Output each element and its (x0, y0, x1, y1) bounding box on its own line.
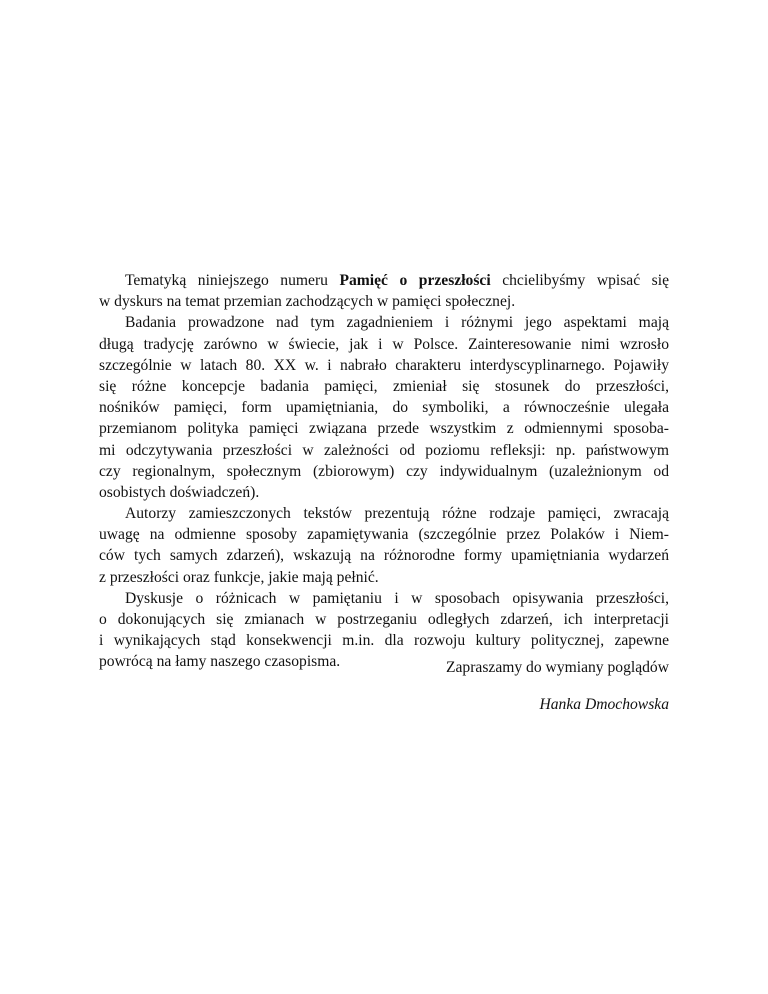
paragraph-3-line: ców tych samych zdarzeń), wskazują na różnorodne formy upamiętniania wydarzeń (99, 547, 669, 565)
paragraph-1-line-1 (99, 270, 669, 291)
paragraph-3-line: uwagę na odmienne sposoby zapamiętywania (szczególnie przez Polaków i Niem- (99, 526, 669, 544)
paragraph-4-line: i wynikających stąd konsekwencji m.in. dla rozwoju kultury politycznej, zapewne (99, 632, 669, 650)
paragraph-1-intro: Tematyką niniejszego numeru (125, 272, 340, 289)
paragraph-2-line: długą tradycję zarówno w świecie, jak i w Polsce. Zainteresowanie nimi wzrosło (99, 335, 669, 353)
paragraph-4-line: o dokonujących się zmianach w postrzeganiu odległych zdarzeń, ich interpretacji (99, 611, 669, 628)
paragraph-1-line-2: w dyskurs na temat przemian zachodzących w pamięci społecznej. (99, 293, 516, 311)
paragraph-2-line: Badania prowadzone nad tym zagadnieniem i różnymi jego aspektami mają (125, 314, 669, 332)
author-signature: Hanka Dmochowska (539, 696, 669, 713)
paragraph-4-line: Dyskusje o różnicach w pamiętaniu i w sposobach opisywania przeszłości, (125, 589, 669, 607)
paragraph-2-line: mi odczytywania przeszłości w zależności od poziomu refleksji: np. państwowym (99, 441, 669, 459)
paragraph-3-line: Autorzy zamieszczonych tekstów prezentują różne rodzaje pamięci, zwracają (125, 505, 669, 523)
paragraph-2-line: osobistych doświadczeń). (99, 483, 260, 501)
paragraph-2-line: się różne koncepcje badania pamięci, zmieniał się stosunek do przeszłości, (99, 377, 669, 395)
paragraph-4-line: powrócą na łamy naszego czasopisma. (99, 653, 341, 671)
issue-title: Pamięć o przeszłości (339, 272, 491, 289)
closing-invitation: Zapraszamy do wymiany poglądów (445, 659, 669, 676)
paragraph-2-line: przemianom polityka pamięci związana przede wszystkim z odmiennymi sposoba- (99, 420, 669, 438)
paragraph-2-line: szczególnie w latach 80. XX w. i nabrało charakteru interdyscyplinarnego. Pojawiły (99, 356, 669, 374)
paragraph-3-line: z przeszłości oraz funkcje, jakie mają pełnić. (99, 568, 379, 586)
editorial-text (99, 270, 669, 673)
paragraph-2-line: czy regionalnym, społecznym (zbiorowym) czy indywidualnym (uzależnionym od (99, 462, 669, 480)
paragraph-1-intro-end: chcielibyśmy wpisać się (490, 272, 669, 289)
paragraph-2-line: nośników pamięci, form upamiętniania, do symboliki, a równocześnie ulegała (99, 399, 669, 417)
